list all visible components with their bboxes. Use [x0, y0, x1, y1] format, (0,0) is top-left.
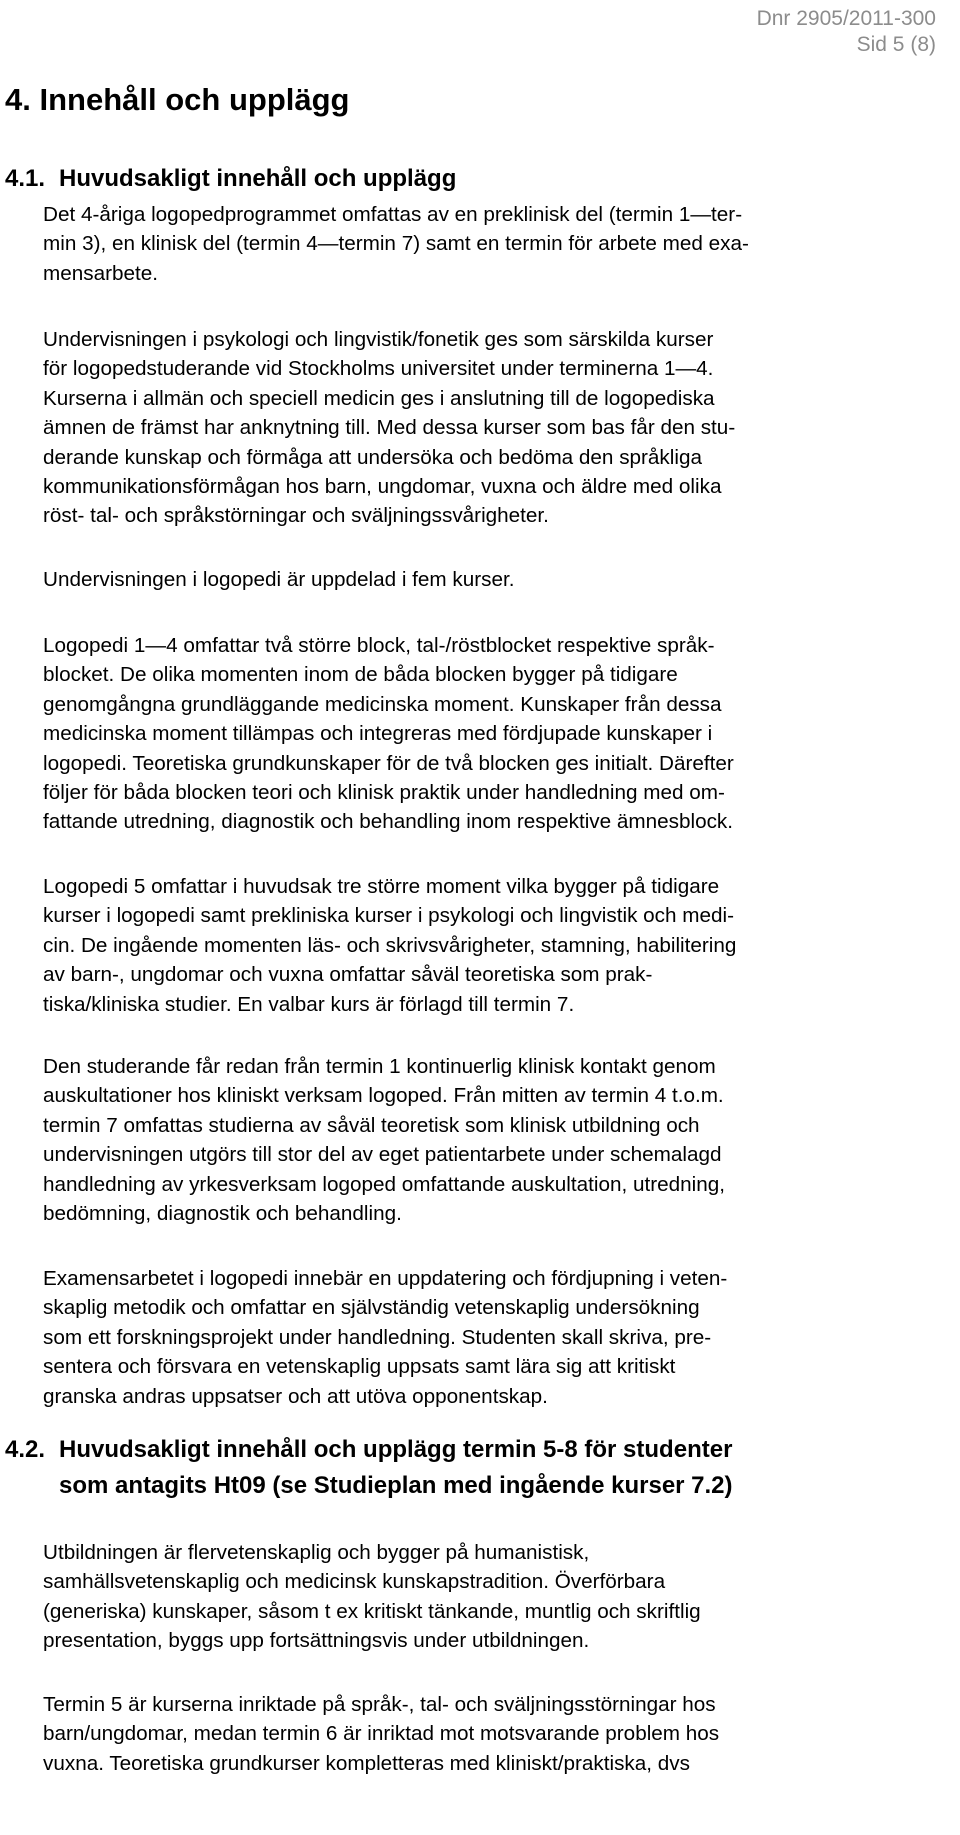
subsection-title: Huvudsakligt innehåll och upplägg: [59, 165, 457, 192]
text-line: Logopedi 1—4 omfattar två större block, tal-/röstblocket respektive språk-: [43, 634, 715, 657]
text-line: presentation, byggs upp fortsättningsvis under utbildningen.: [43, 1629, 590, 1653]
text-line: Termin 5 är kurserna inriktade på språk-, tal- och sväljningsstörningar hos: [43, 1693, 716, 1716]
text-line: röst- tal- och språkstörningar och sväljningssvårigheter.: [43, 504, 549, 528]
text-line: Kurserna i allmän och speciell medicin ges i anslutning till de logopediska: [43, 386, 715, 410]
text-line: derande kunskap och förmåga att undersöka och bedöma den språkliga: [43, 445, 702, 469]
text-line: termin 7 omfattas studierna av såväl teoretisk som klinisk utbildning och: [43, 1113, 700, 1137]
text-line: för logopedstuderande vid Stockholms universitet under terminerna 1—4.: [43, 357, 714, 381]
heading-line: som antagits Ht09 (se Studieplan med ingående kurser 7.2): [59, 1472, 733, 1499]
page-number: Sid 5 (8): [856, 33, 936, 56]
text-line: fattande utredning, diagnostik och behandling inom respektive ämnesblock.: [43, 810, 734, 834]
subsection-heading-4-2: [5, 1432, 920, 1504]
text-line: sentera och försvara en vetenskaplig uppsats samt lära sig att kritiskt: [43, 1355, 676, 1379]
text-line: vuxna. Teoretiska grundkurser kompletteras med kliniskt/praktiska, dvs: [43, 1751, 690, 1775]
heading-line: Huvudsakligt innehåll och upplägg termin 5-8 för studenter: [59, 1436, 733, 1463]
text-line: (generiska) kunskaper, såsom t ex kritiskt tänkande, muntlig och skriftlig: [43, 1599, 701, 1623]
text-line: blocket. De olika momenten inom de båda blocken bygger på tidigare: [43, 663, 678, 687]
text-line: Logopedi 5 omfattar i huvudsak tre större moment vilka bygger på tidigare: [43, 875, 720, 898]
text-line: Undervisningen i psykologi och lingvistik/fonetik ges som särskilda kurser: [43, 328, 714, 351]
text-line: mensarbete.: [43, 261, 158, 285]
text-line: logopedi. Teoretiska grundkunskaper för de två blocken ges initialt. Därefter: [43, 751, 734, 775]
document-number: Dnr 2905/2011-300: [756, 7, 936, 30]
text-line: Den studerande får redan från termin 1 kontinuerlig klinisk kontakt genom: [43, 1055, 716, 1078]
text-line: följer för båda blocken teori och klinisk praktik under handledning med om-: [43, 781, 725, 805]
paragraph: [43, 1052, 919, 1228]
text-line: bedömning, diagnostik och behandling.: [43, 1202, 402, 1226]
paragraph: [43, 325, 919, 531]
subsection-number: 4.2.: [5, 1436, 46, 1463]
subsection-number: 4.1.: [5, 165, 46, 192]
text-line: Det 4-åriga logopedprogrammet omfattas av en preklinisk del (termin 1—ter-: [43, 203, 743, 226]
section-number: 4.: [5, 82, 31, 117]
text-line: cin. De ingående momenten läs- och skrivsvårigheter, stamning, habilitering: [43, 933, 737, 957]
text-line: samhällsvetenskaplig och medicinsk kunskapstradition. Överförbara: [43, 1570, 666, 1594]
paragraph: [43, 200, 919, 288]
paragraph: [43, 1264, 919, 1411]
paragraph: [43, 565, 919, 594]
paragraph: [43, 631, 919, 837]
text-line: Utbildningen är flervetenskaplig och bygger på humanistisk,: [43, 1541, 590, 1564]
paragraph: [43, 1538, 919, 1656]
text-line: kurser i logopedi samt prekliniska kurser i psykologi och lingvistik och medi-: [43, 904, 735, 928]
text-line: tiska/kliniska studier. En valbar kurs är förlagd till termin 7.: [43, 992, 575, 1016]
text-line: av barn-, ungdomar och vuxna omfattar såväl teoretiska som prak-: [43, 963, 653, 987]
text-line: genomgångna grundläggande medicinska moment. Kunskaper från dessa: [43, 692, 722, 716]
paragraph: [43, 872, 919, 1019]
text-line: som ett forskningsprojekt under handledning. Studenten skall skriva, pre-: [43, 1325, 712, 1349]
text-line: granska andras uppsatser och att utöva opponentskap.: [43, 1384, 548, 1408]
text-line: Examensarbetet i logopedi innebär en uppdatering och fördjupning i veten-: [43, 1267, 728, 1290]
text-line: medicinska moment tillämpas och integreras med fördjupade kunskaper i: [43, 722, 713, 746]
text-line: undervisningen utgörs till stor del av eget patientarbete under schemalagd: [43, 1143, 722, 1167]
subsection-title: [5, 1432, 920, 1504]
subsection-heading-4-1: [5, 161, 905, 197]
page-header: [757, 6, 936, 58]
text-line: handledning av yrkesverksam logoped omfattande auskultation, utredning,: [43, 1172, 725, 1196]
section-heading: [5, 82, 349, 118]
text-line: barn/ungdomar, medan termin 6 är inriktad mot motsvarande problem hos: [43, 1722, 720, 1746]
text-line: auskultationer hos kliniskt verksam logoped. Från mitten av termin 4 t.o.m.: [43, 1084, 724, 1108]
paragraph: [43, 1690, 919, 1778]
text-line: skaplig metodik och omfattar en självständig vetenskaplig undersökning: [43, 1296, 700, 1320]
text-line: kommunikationsförmågan hos barn, ungdomar, vuxna och äldre med olika: [43, 475, 722, 499]
text-line: Undervisningen i logopedi är uppdelad i fem kurser.: [43, 568, 515, 591]
text-line: ämnen de främst har anknytning till. Med dessa kurser som bas får den stu-: [43, 416, 736, 440]
text-line: min 3), en klinisk del (termin 4—termin 7) samt en termin för arbete med exa-: [43, 232, 749, 256]
section-title: Innehåll och upplägg: [39, 82, 350, 117]
